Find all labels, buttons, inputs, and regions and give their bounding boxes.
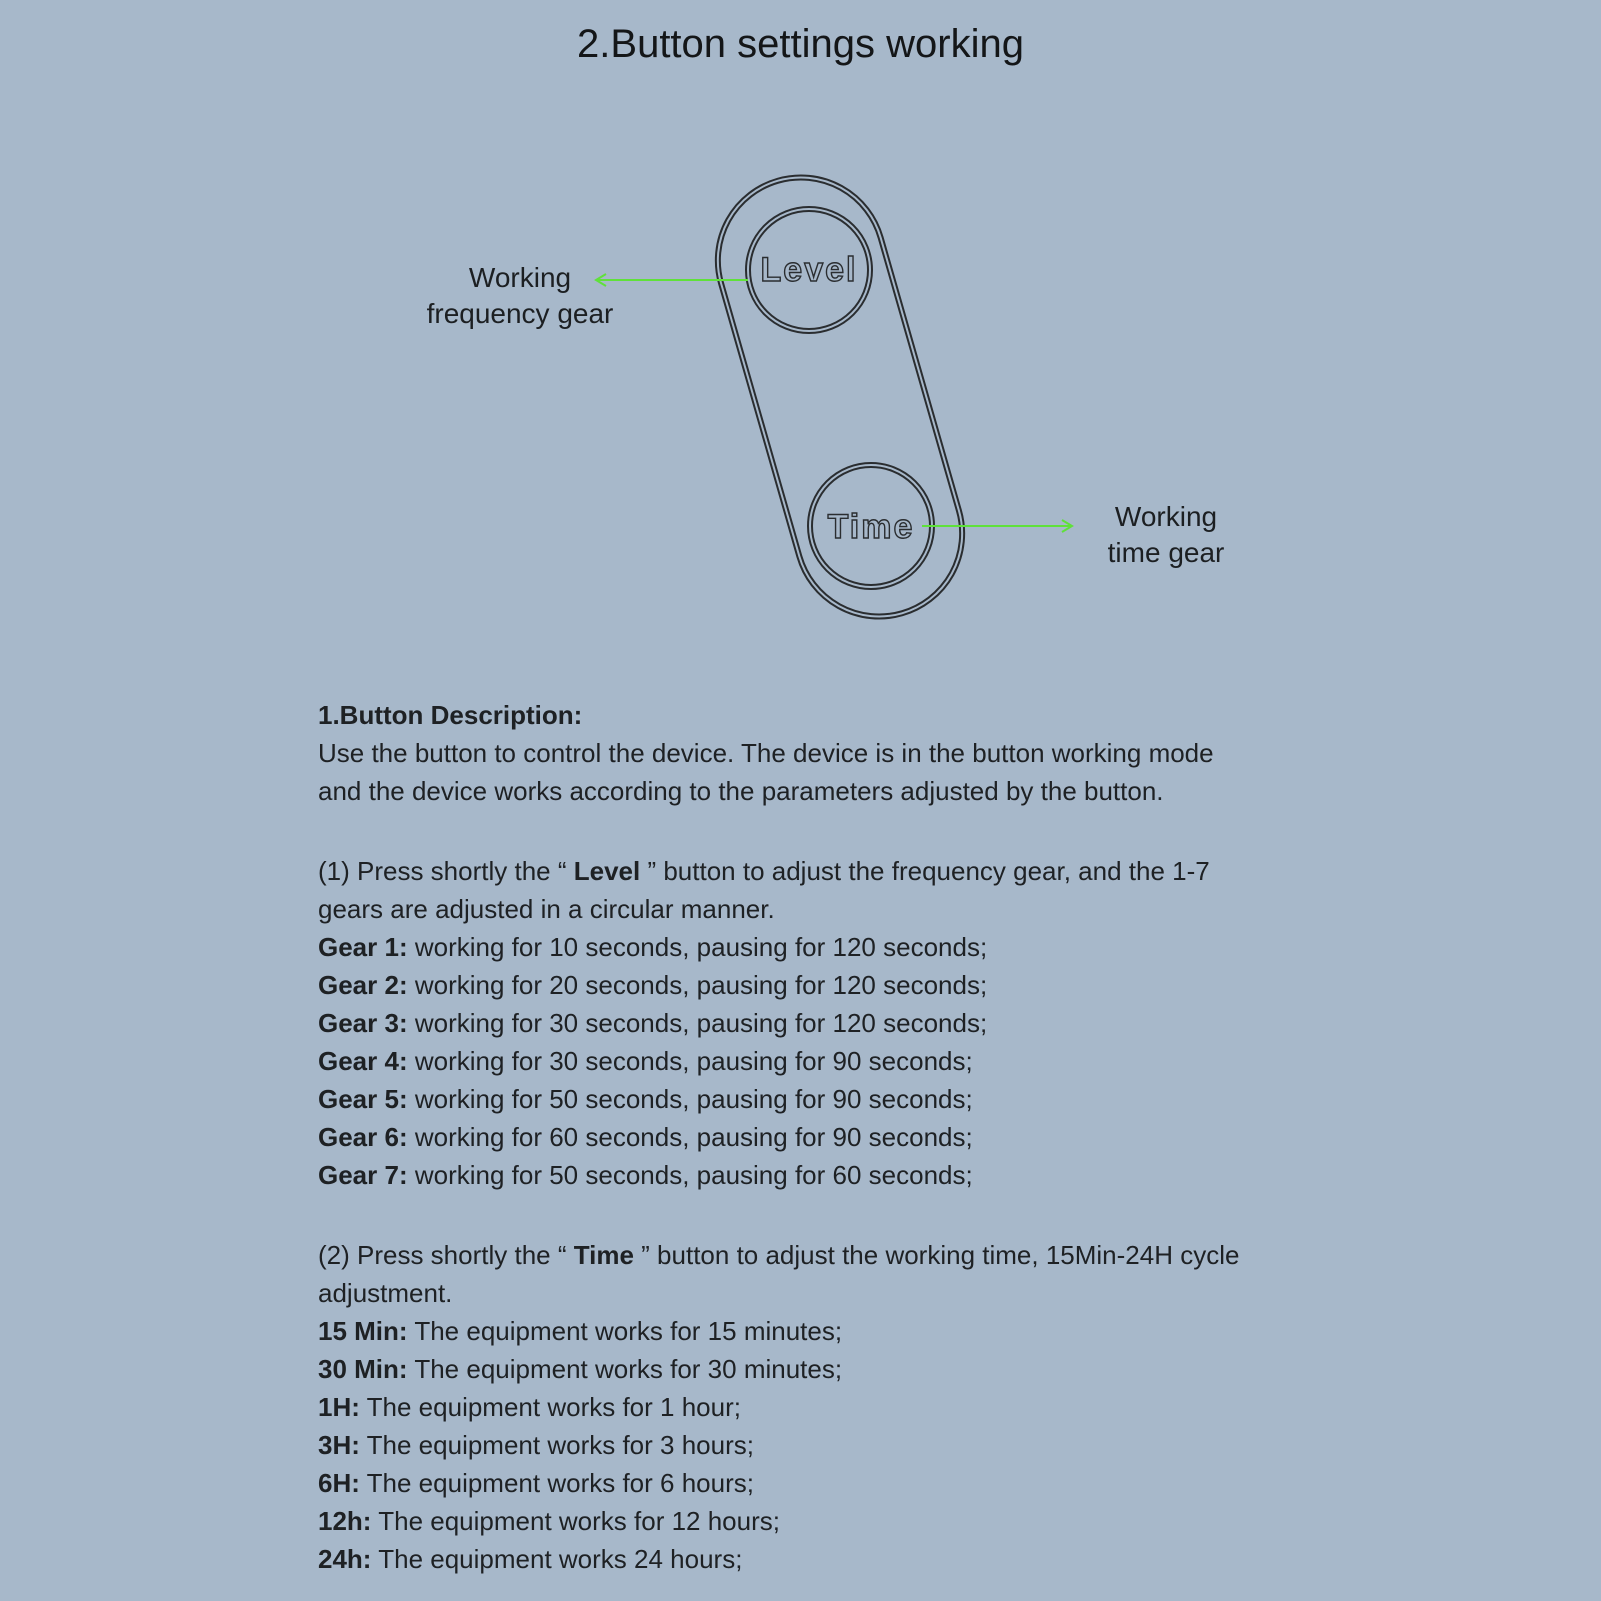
time-row: 6H: The equipment works for 6 hours; (318, 1468, 754, 1498)
description-heading: 1.Button Description: (318, 700, 583, 730)
intro-line-1: Use the button to control the device. The device is in the button working mode (318, 738, 1214, 768)
level-section-lead-2: gears are adjusted in a circular manner. (318, 894, 775, 924)
time-row: 15 Min: The equipment works for 15 minutes; (318, 1316, 843, 1346)
time-keyword: Time (573, 1240, 634, 1270)
gear-row: Gear 7: working for 50 seconds, pausing for 60 seconds; (318, 1160, 973, 1190)
time-section-lead-2: adjustment. (318, 1278, 453, 1308)
gear-row: Gear 1: working for 10 seconds, pausing for 120 seconds; (318, 932, 988, 962)
level-callout-line2: frequency gear (426, 298, 614, 329)
time-row: 12h: The equipment works for 12 hours; (318, 1506, 780, 1536)
gear-row: Gear 4: working for 30 seconds, pausing for 90 seconds; (318, 1046, 973, 1076)
page-title: 2.Button settings working (577, 22, 1024, 66)
level-callout-line1: Working (468, 262, 572, 293)
time-callout-line2: time gear (1107, 537, 1225, 568)
gear-row: Gear 2: working for 20 seconds, pausing for 120 seconds; (318, 970, 988, 1000)
level-button[interactable] (746, 207, 872, 333)
time-button[interactable] (808, 463, 934, 589)
button-diagram (0, 0, 1601, 680)
intro-line-2: and the device works according to the parameters adjusted by the button. (318, 776, 1164, 806)
level-button-label: Level (760, 251, 858, 289)
button-description (318, 696, 1318, 1578)
level-section-lead: (1) Press shortly the “ Level ” button to adjust the frequency gear, and the 1-7 (318, 856, 1210, 886)
time-row: 1H: The equipment works for 1 hour; (318, 1392, 741, 1422)
level-keyword: Level (573, 856, 641, 886)
time-row: 30 Min: The equipment works for 30 minutes; (318, 1354, 843, 1384)
device-body (696, 155, 985, 638)
time-section-lead: (2) Press shortly the “ Time ” button to adjust the working time, 15Min-24H cycle (318, 1240, 1240, 1270)
time-callout-line1: Working (1114, 501, 1218, 532)
time-row: 3H: The equipment works for 3 hours; (318, 1430, 754, 1460)
gear-row: Gear 3: working for 30 seconds, pausing for 120 seconds; (318, 1008, 988, 1038)
gear-row: Gear 5: working for 50 seconds, pausing for 90 seconds; (318, 1084, 973, 1114)
time-callout-label (1046, 499, 1286, 571)
gear-row: Gear 6: working for 60 seconds, pausing for 90 seconds; (318, 1122, 973, 1152)
level-callout-label (380, 260, 660, 332)
time-button-label: Time (827, 508, 915, 546)
time-row: 24h: The equipment works 24 hours; (318, 1544, 743, 1574)
